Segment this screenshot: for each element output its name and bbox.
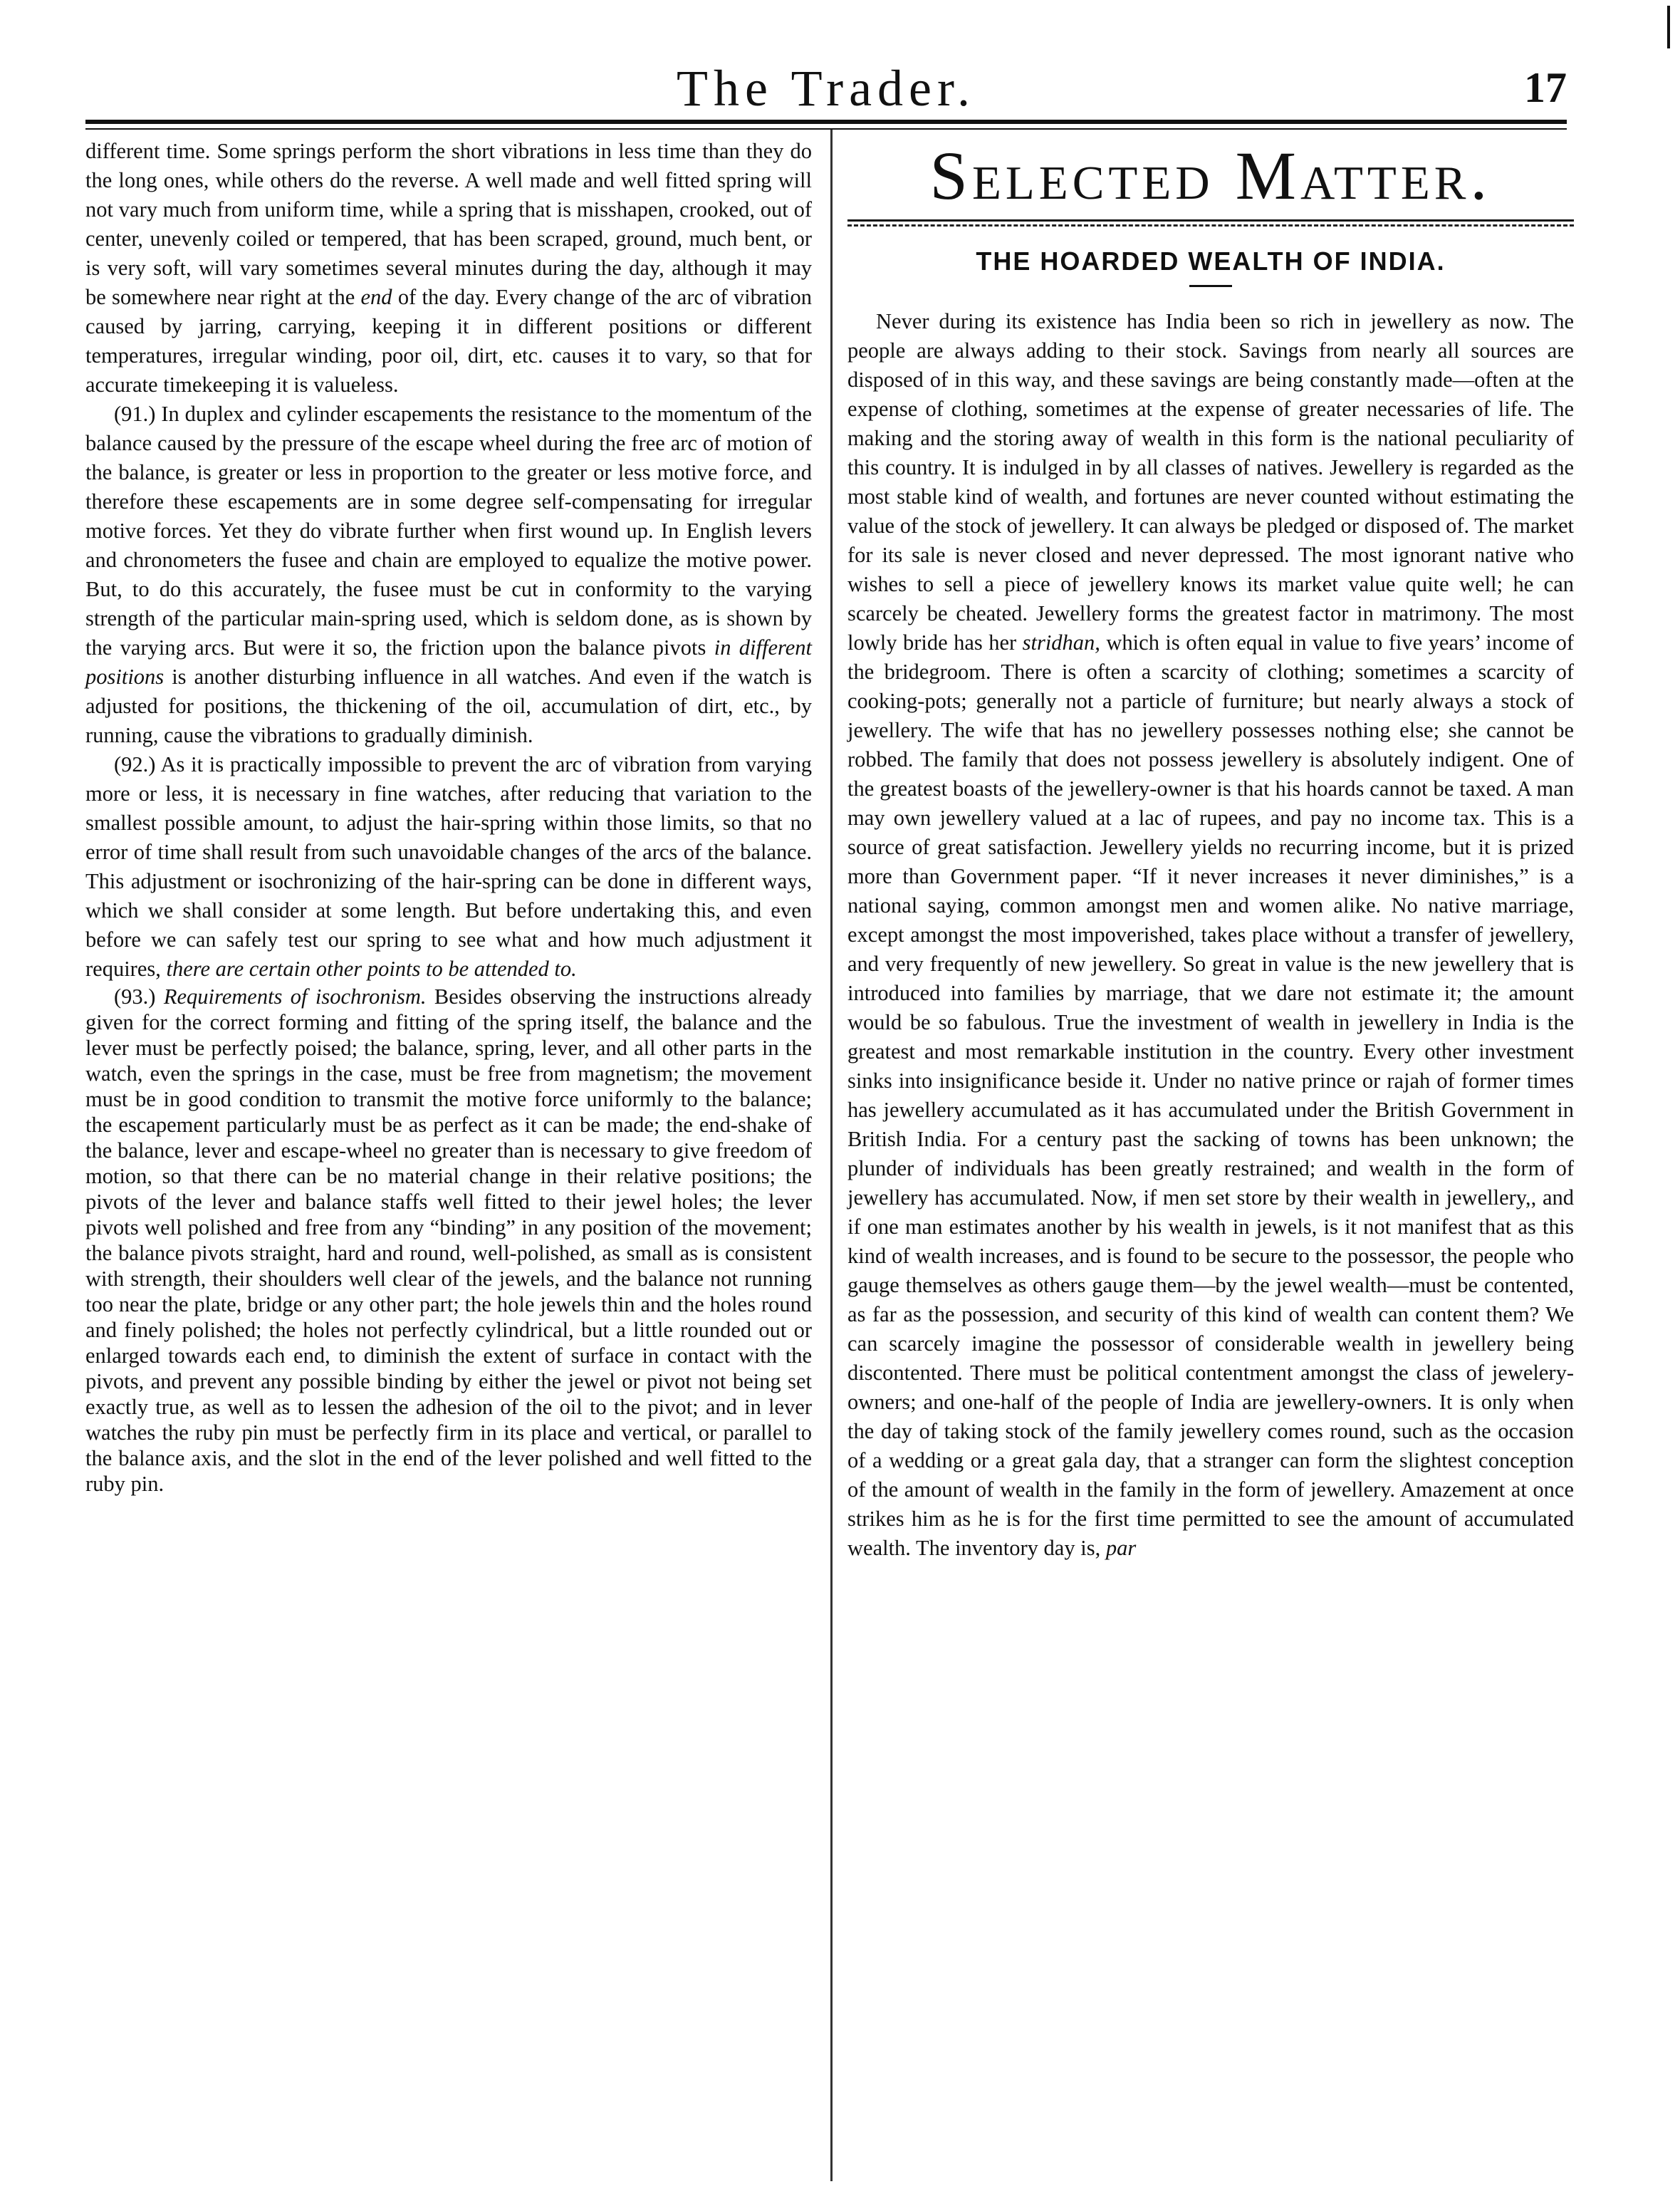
article-body [847,307,1574,1563]
right-column [847,137,1574,1563]
column-divider [830,130,833,2181]
title-rule [1189,285,1232,287]
section-rule-dashed [847,224,1574,227]
paragraph-93 [85,984,812,1497]
text-run: of the day. Every change of the arc of vibration caused by jarring, carrying, keeping it in different positions or different temperatures, irregular winding, poor oil, dirt, etc. causes it to vary, so that for accurate timekeeping it is valueless. [85,285,812,397]
text-run: which is often equal in value to five years’ income of the bridegroom. There is often a scarcity of clothing; sometimes a scarcity of cooking-pots; generally not a particle of furniture; but nearly always a stock of jewellery. The wife that has no jewellery possesses nothing else; she cannot be robbed. The family that does not possess jewellery is absolutely indigent. One of the greatest boasts of the jewellery-owner is that his hoards cannot be taxed. A man may own jewellery valued at a lac of rupees, and pay no income tax. This is a source of great satisfaction. Jewellery yields no recurring income, but it is prized more than Government paper. “If it never increases it never diminishes,” is a national saying, common amongst men and women alike. No native marriage, except amongst the most impoverished, takes place without a transfer of jewellery, and very frequently of new jewellery. So great in value is the new jewellery that is introduced into families by marriage, that we dare not estimate it; the amount would be so fabulous. True the investment of wealth in jewellery in India is the greatest and most remarkable institution in the country. Every other investment sinks into insignificance beside it. Under no native prince or rajah of former times has jewellery accumulated as it has accumulated under the British Government in British India. For a century past the sacking of towns has been unknown; the plunder of individuals has been greatly restrained; and wealth in the form of jewellery has accumulated. Now, if men set store by their wealth in jewellery,, and if one man estimates another by his wealth in jewels, is it not manifest that as this kind of wealth increases, and is found to be secure to the possessor, the people who gauge themselves as others gauge them—by the jewel wealth—must be contented, as far as the possession, and security of this kind of wealth can content them? We can scarcely imagine the possessor of considerable wealth in jewellery being discontented. There must be political contentment amongst the class of jewelery-owners; and one-half of the people of India are jewellery-owners. It is only when the day of taking stock of the family jewellery comes round, such as the occasion of a wedding or a great gala day, that a stranger can form the slightest conception of the amount of wealth in the family in the form of jewellery. Amazement at once strikes him as he is for the first time permitted to see the amount of accumulated wealth. The inventory day is, [847,630,1575,1560]
italic-text: stridhan, [1022,630,1100,655]
paragraph-continued [85,137,812,400]
text-run: (91.) In duplex and cylinder escapements the resistance to the momentum of the balance caused by the pressure of the escape wheel during the free arc of motion of the balance, is greater or less in proportion to the greater or less motive force, and therefore these escapements are in some degree self-compensating for irregular motive forces. Yet they do vibrate further when first wound up. In English levers and chronometers the fusee and chain are employed to equalize the motive power. But, to do this accurately, the fusee must be cut in conformity to the varying strength of the particular main-spring used, which is seldom done, as is shown by the varying arcs. But were it so, the friction upon the balance pivots [85,402,812,660]
page-number: 17 [1524,64,1567,111]
masthead [85,60,1567,117]
text-run: is another disturbing influence in all watches. And even if the watch is adjusted for positions, the thickening of the oil, accumulation of dirt, etc., by running, cause the vibrations to gradually diminish. [85,665,812,747]
italic-text: in different positions [85,635,812,689]
text-run: Besides observing the instructions already given for the correct forming and fitting of the spring itself, the balance and the lever must be perfectly poised; the balance, spring, lever, and all other parts in the watch, even the springs in the case, must be free from magnetism; the movement must be in good condition to transmit the motive force uniformly to the balance; the escapement particularly must be as perfect as it can be made; the end-shake of the balance, lever and escape-wheel no greater than is necessary to give freedom of motion, so that there can be no material change in their relative positions; the pivots of the lever and balance staffs well fitted to their jewel holes; the lever pivots well polished and free from any “binding” in any position of the movement; the balance pivots straight, hard and round, well-polished, as small as is consistent with strength, their shoulders well clear of the jewels, and the balance not running too near the plate, bridge or any other part; the hole jewels thin and the holes round and finely polished; the holes not perfectly cylindrical, but a little rounded out or enlarged towards each end, to diminish the extent of surface in contact with the pivots, and prevent any possible binding by either the jewel or pivot not being set exactly true, as well as to lessen the adhesion of the oil to the pivot; and in lever watches the ruby pin must be perfectly firm in its place and vertical, or parallel to the balance axis, and the slot in the end of the lever polished and well fitted to the ruby pin. [85,984,812,1496]
publication-title: The Trader. [677,60,976,117]
italic-text: par [1105,1536,1137,1560]
section-rule [847,219,1574,222]
italic-text: end [360,285,392,309]
text-run: Never during its existence has India been so rich in jewellery as now. The people are always adding to their stock. Savings from nearly all sources are disposed of in this way, and these savings are being constantly made—often at the expense of clothing, sometimes at the expense of greater necessaries of life. The making and the storing away of wealth in this form is the national peculiarity of this country. It is indulged in by all classes of natives. Jewellery is regarded as the most stable kind of wealth, and fortunes are never counted without estimating the value of the stock of jewellery. It can always be pledged or disposed of. The market for its sale is never closed and never depressed. The most ignorant native who wishes to sell a piece of jewellery knows its market value quite well; he can scarcely be cheated. Jewellery forms the greatest factor in matrimony. The most lowly bride has her [847,309,1574,655]
paragraph-number: (93.) [114,984,156,1009]
masthead-rule-thin [85,128,1567,130]
text-run: different time. Some springs perform the short vibrations in less time than they do the long ones, while others do the reverse. A well made and well fitted spring will not vary much from uniform time, while a spring that is misshapen, crooked, out of center, unevenly coiled or tempered, that has been scraped, ground, much bent, or is very soft, will vary sometimes several minutes during the day, although it may be somewhere near right at the [85,139,812,309]
italic-subheading: Requirements of isochronism. [163,984,427,1009]
left-column [85,137,812,1497]
article-title: THE HOARDED WEALTH OF INDIA. [976,246,1446,276]
text-run: (92.) As it is practically impossible to prevent the arc of vibration from varying more or less, it is necessary in fine watches, after reducing that variation to the smallest possible amount, to adjust the hair-spring within those limits, so that no error of time shall result from such unavoidable changes of the arcs of the balance. This adjustment or isochronizing of the hair-spring can be done in different ways, which we shall consider at some length. But before undertaking this, and even before we can safely test our spring to see what and how much adjustment it requires, [85,752,812,981]
paragraph-91 [85,400,812,750]
margin-mark [1667,6,1670,48]
paragraph-92 [85,750,812,984]
masthead-rule-thick [85,120,1567,124]
section-title: Selected Matter. [929,137,1492,214]
italic-text: there are certain other points to be attended to. [166,957,577,981]
